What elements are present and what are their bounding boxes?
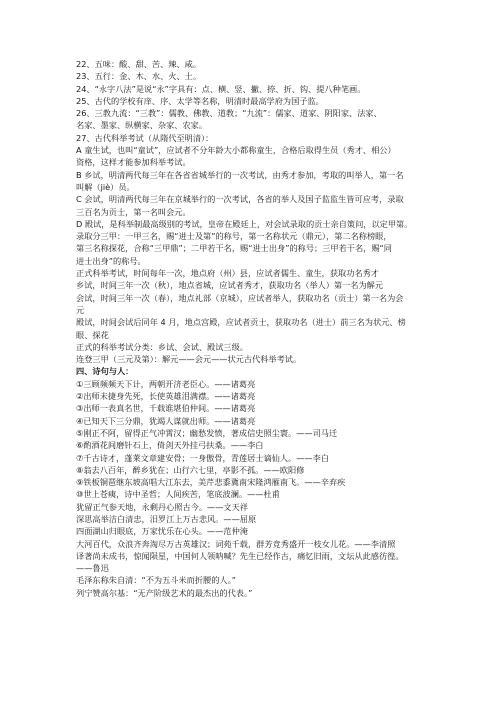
text-line: D 殿试，是科举制最高级别的考试，皇帝在殿廷上，对会试录取的贡士亲自策问，以定甲第。 (76, 218, 413, 229)
text-line: C 会试，明清两代每三年在京城举行的一次考试，各省的举人及国子监监生皆可应考，录取 (76, 194, 404, 205)
text-line: ③出师一表真名世，千载谁堪伯仲间。——诸葛亮 (76, 403, 256, 414)
text-line: 大河百代，众浪齐奔淘尽万古英雄汉；词苑千载，群芳竞秀盛开一枝女儿花。——李清照 (76, 538, 396, 549)
text-line: 录取分三甲：一甲三名，赐“进士及第”的称号，第一名称状元（鼎元），第二名称榜眼， (76, 231, 392, 242)
text-line: ——鲁迅 (76, 563, 109, 574)
text-line: ⑧翁去八百年，醉乡犹在；山行六七里，亭影不孤。——欧阳修 (76, 464, 305, 475)
text-line: 元 (76, 304, 85, 315)
text-line: ⑨铁板铜琶继东坡高唱大江东去，美芹悲黍冀南宋隆鸿雁南飞。——辛弃疾 (76, 477, 346, 488)
text-line: 进士出身”的称号。 (76, 255, 146, 266)
text-line: 名家、墨家、纵横家、杂家、农家。 (76, 120, 208, 131)
text-line: 26、三教九流：“三教”：儒教、佛教、道教；“九流”：儒家、道家、阴阳家、法家、 (76, 108, 382, 119)
text-line: 殿试，时间会试后同年 4 月，地点宫殿，应试者贡士，获取功名（进士）前三名为状元、榜 (76, 317, 406, 328)
text-line: ①三顾频频天下计，两朝开济老臣心。——诸葛亮 (76, 378, 256, 389)
text-line: ②出师未捷身先死，长使英雄泪满襟。——诸葛亮 (76, 391, 256, 402)
text-line: B 乡试，明清两代每三年在各省省城举行的一次考试，由秀才参加，考取的叫举人，第一名 (76, 169, 404, 180)
text-line: 乡试，时间三年一次（秋），地点省城，应试者秀才，获取功名（举人）第一名为解元 (76, 280, 384, 291)
text-line: 24、“永字八法”是说“永”字具有：点、横、竖、撇、捺、折、钩、提八种笔画。 (76, 83, 366, 94)
text-line: ⑥酌酒花间磨针石上，倚剑天外挂弓扶桑。——李白 (76, 440, 264, 451)
text-line: 叫解（jiè）员。 (76, 181, 135, 192)
text-line: 23、五行：金、木、水、火、土。 (76, 71, 202, 82)
text-line: 眼、探花 (76, 329, 109, 340)
text-line: 第三名称探花，合称“三甲鼎”；二甲若干名，赐“进士出身”的称号；三甲若干名，赐“同 (76, 243, 392, 254)
text-line: ④已知天下三分鼎，犹竭人谋就出师。——诸葛亮 (76, 415, 256, 426)
text-line: ⑦千古诗才，蓬莱文章建安骨；一身傲骨，青莲居士谪仙人。——李白 (76, 452, 329, 463)
document-body (76, 58, 460, 599)
text-line: 列宁赞高尔基：“无产阶级艺术的最杰出的代表。” (76, 587, 253, 598)
text-line: ⑩世上苍痍，诗中圣哲；人间疾苦，笔底波澜。——杜甫 (76, 489, 280, 500)
text-line: ⑤刚正不阿，留得正气冲霄汉；幽愁发愤，著成信史照尘寰。——司马迁 (76, 427, 338, 438)
text-line: 犹留正气参天地，永剩丹心照古今。——文天祥 (76, 501, 248, 512)
text-line: A 童生试，也叫“童试”，应试者不分年龄大小都称童生，合格后取得生员（秀才、相公） (76, 145, 396, 156)
text-line: 连登三甲（三元及第）：解元——会元——状元古代科举考试。 (76, 354, 302, 365)
text-line: 深思高举洁白清忠，汨罗江上万古悲风。——屈原 (76, 513, 257, 524)
text-line: 译著尚未成书，惊闻陨星，中国何人领呐喊？先生已经作古，痛忆旧雨，文坛从此感彷徨。 (76, 550, 404, 561)
text-line: 毛泽东称朱自清：“不为五斗米而折腰的人。” (76, 575, 236, 586)
text-line: 正式科举考试，时间每年一次，地点府（州）县，应试者儒生、童生，获取功名秀才 (76, 268, 379, 279)
text-line: 资格，这样才能参加科举考试。 (76, 157, 191, 168)
text-line: 四面湖山归眼底，万家忧乐在心头。——范仲淹 (76, 526, 248, 537)
text-line: 会试，时间三年一次（春），地点礼部（京城），应试者举人，获取功名（贡士）第一名为会 (76, 292, 404, 303)
text-line: 正式的科举考试分类：乡试、会试、殿试三级。 (76, 341, 248, 352)
text-line: 27、古代科举考试（从隋代至明清）： (76, 132, 214, 143)
text-line: 25、古代的学校有庠、序、太学等名称，明清时最高学府为国子监。 (76, 95, 324, 106)
section-heading: 四、诗句与人： (76, 366, 134, 377)
text-line: 22、五味：酸、甜、苦、辣、咸。 (76, 59, 202, 69)
text-line: 三百名为贡士，第一名叫会元。 (76, 206, 191, 217)
